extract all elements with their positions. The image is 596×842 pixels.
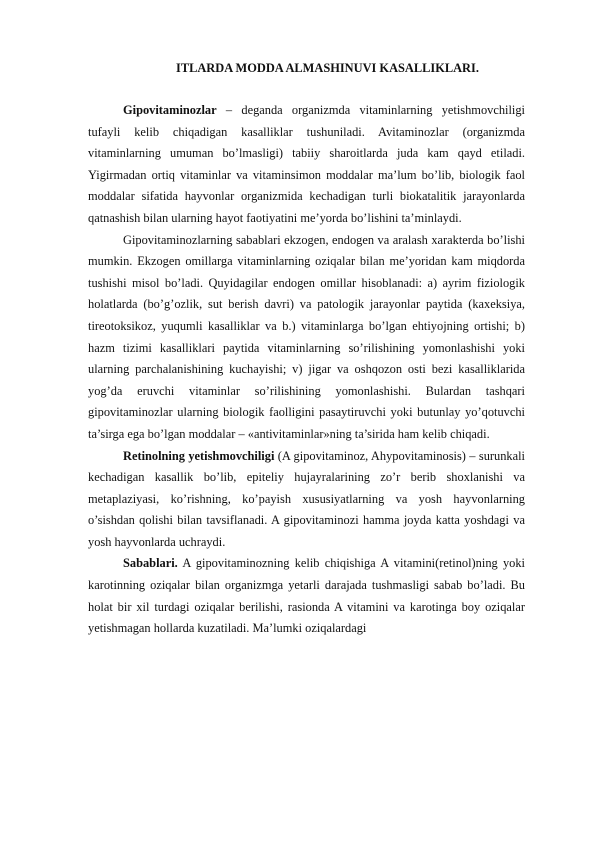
document-title: ITLARDA MODDA ALMASHINUVI KASALLIKLARI. bbox=[176, 61, 479, 75]
paragraph-lead-term: Retinolning yetishmovchiligi bbox=[123, 448, 275, 463]
document-page bbox=[88, 60, 525, 640]
paragraph-gipovitaminozlar bbox=[88, 100, 525, 230]
paragraph-body: Gipovitaminozlarning sabablari ekzogen, endogen va aralash xarakterda bo’lishi mumkin. Ekzogen omillarga vitaminlarning oziqalar bilan me’yoridan kam miqdorda tushishi misol bo’ladi. Quyidagilar endogen omillar hisoblanadi: a) ayrim fiziologik holatlarda (bo’g’ozlik, sut berish davri) va patologik jarayonlar paytida (kaxeksiya, tireotoksikoz, yuqumli kasalliklar va b.) vitaminlarga bo’lgan ehtiyojning ortishi; b) hazm tizimi kasalliklari paytida vitaminlarning so’rilishining yomonlashishi yoki ularning parchalanishining kuchayishi; v) jigar va oshqozon osti bezi kasalliklarida yog’da eruvchi vitaminlar so’rilishining yomonlashishi. Bulardan tashqari gipovitaminozlar ularning biologik faolligini pasaytiruvchi yoki butunlay yo’qotuvchi ta’sirga ega bo’lgan moddalar – «antivitaminlar»ning ta’sirida ham kelib chiqadi. bbox=[88, 232, 525, 441]
paragraph-retinol bbox=[88, 446, 525, 554]
paragraph-sabablari bbox=[88, 553, 525, 639]
paragraph-body: – deganda organizmda vitaminlarning yetishmovchiligi tufayli kelib chiqadigan kasalliklar tushuniladi. Avitaminozlar (organizmda vitaminlarning umuman bo’lmasligi) tabiiy sharoitlarda juda kam qayd etiladi. Yigirmadan ortiq vitaminlar va vitaminsimon moddalar ma’lum bo’lib, biologik faol moddalar sifatida hayvonlar organizmida kechadigan turli biokatalitik jarayonlarda qatnashish bilan ularning hayot faotiyatini me’yorda bo’lishini ta’minlaydi. bbox=[88, 103, 525, 225]
paragraph-lead-term: Gipovitaminozlar bbox=[123, 103, 217, 117]
paragraph-body: A gipovitaminozning kelib chiqishiga A vitamini(retinol)ning yoki karotinning oziqalar bilan organizmga yetarli darajada tushmasligi sabab bo’ladi. Bu holat bir xil turdagi oziqalar berilishi, rasionda A vitamini va karotinga boy oziqalar yetishmagan hollarda kuzatiladi. Ma’lumki oziqalardagi bbox=[88, 556, 525, 636]
paragraph-lead-term: Sabablari. bbox=[123, 556, 178, 571]
paragraph-sabablari-intro bbox=[88, 230, 525, 446]
paragraph-body: (A gipovitaminoz, Ahypovitaminosis) – surunkali kechadigan kasallik bo’lib, epiteliy hujayralarining zo’r berib shoxlanishi va metaplaziyasi, ko’rishning, ko’payish xususiyatlarning va yosh hayvonlarning o’sishdan qolishi bilan tavsiflanadi. A gipovitaminozi hamma joyda katta yoshdagi va yosh hayvonlarda uchraydi. bbox=[88, 448, 525, 549]
